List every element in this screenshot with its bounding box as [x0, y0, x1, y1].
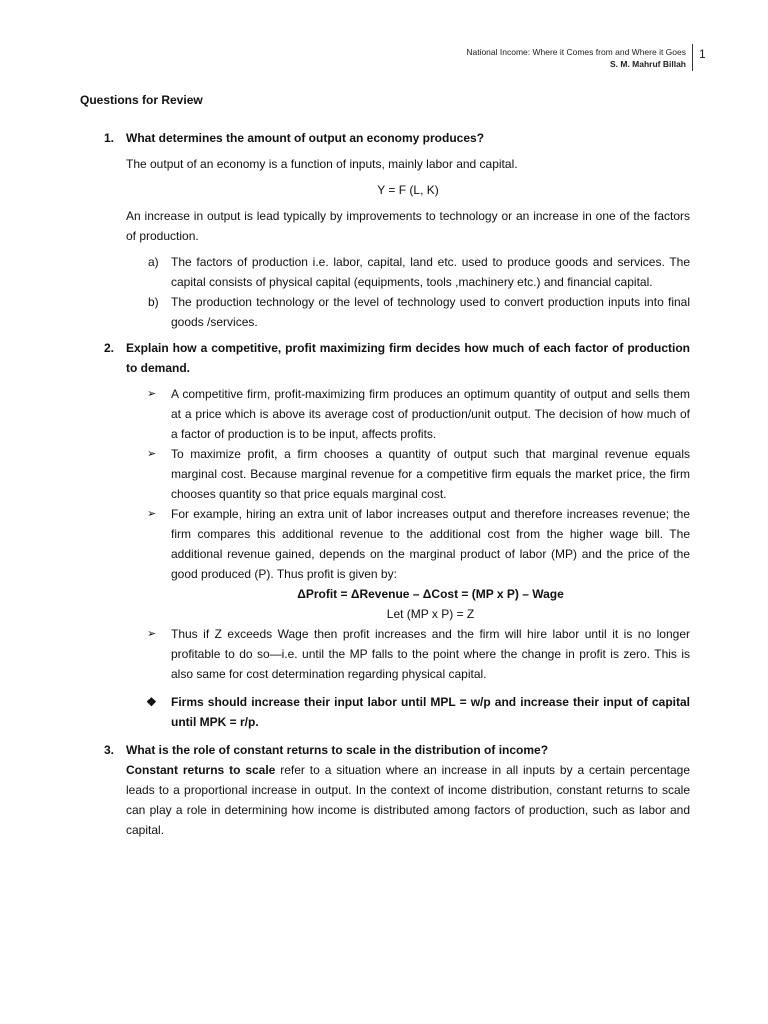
arrow-bullet-icon: ➢: [147, 448, 157, 460]
header-author: S. M. Mahruf Billah: [609, 59, 686, 69]
list-marker: b): [148, 295, 159, 309]
conclusion-item: [126, 692, 690, 732]
list-item-text: The production technology or the level of technology used to convert production inputs into final goods /services.: [171, 295, 690, 329]
running-header: [286, 46, 686, 70]
list-item: [126, 384, 690, 444]
arrow-bullet-list: [126, 624, 690, 684]
list-item: [126, 624, 690, 684]
production-function-formula: Y = F (L, K): [377, 183, 439, 197]
question-number: 3.: [104, 743, 115, 757]
header-divider: [692, 44, 693, 71]
list-item-text: To maximize profit, a firm chooses a quantity of output such that marginal revenue equals marginal cost. Because marginal revenue for a competitive firm equals the market price, the firm chooses quantity so that price equals marginal cost.: [171, 447, 690, 501]
section-title: Questions for Review: [80, 93, 203, 107]
list-item-text: For example, hiring an extra unit of labor increases output and therefore increases revenue; the firm compares this additional revenue to the additional cost from the higher wage bill. The additional revenue gained, depends on the marginal product of labor (MP) and the price of the good produced (P). Thus profit is given by:: [171, 507, 690, 581]
question-title: What is the role of constant returns to scale in the distribution of income?: [126, 743, 549, 757]
question-title: What determines the amount of output an economy produces?: [126, 131, 485, 145]
question-number: 1.: [104, 131, 115, 145]
list-item: [126, 292, 690, 332]
list-item-text: The factors of production i.e. labor, capital, land etc. used to produce goods and services. The capital consists of physical capital (equipments, tools ,machinery etc.) and financial capital.: [171, 255, 690, 289]
paragraph: An increase in output is lead typically by improvements to technology or an increase in one of the factors of production.: [126, 209, 690, 243]
key-term: Constant returns to scale: [126, 763, 276, 777]
arrow-bullet-list: [126, 384, 690, 584]
arrow-bullet-icon: ➢: [147, 508, 157, 520]
question-2: [80, 338, 690, 732]
paragraph-body: refer to a situation where an increase in all inputs by a certain percentage leads to a proportional increase in output. In the context of income distribution, constant returns to scale can play a role in determining how income is distributed among factors of production, such as labor and capital.: [126, 763, 690, 837]
paragraph: [126, 760, 690, 840]
header-title: National Income: Where it Comes from and Where it Goes: [466, 47, 686, 57]
list-item: [126, 252, 690, 292]
lettered-list: [126, 252, 690, 332]
list-item-text: A competitive firm, profit-maximizing firm produces an optimum quantity of output and sells them at a price which is above its average cost of production/unit output. The decision of how much of a factor of production is to be input, affects profits.: [171, 387, 690, 441]
substitution-formula: Let (MP x P) = Z: [386, 607, 475, 621]
list-marker: a): [148, 255, 159, 269]
profit-formula: ΔProfit = ΔRevenue – ΔCost = (MP x P) – Wage: [297, 587, 564, 601]
document-body: [80, 90, 690, 846]
question-3: [80, 740, 690, 840]
list-item: [126, 504, 690, 584]
page-number: 1: [699, 47, 706, 61]
diamond-bullet-icon: ❖: [146, 695, 157, 709]
list-item: [126, 444, 690, 504]
paragraph: The output of an economy is a function of inputs, mainly labor and capital.: [126, 157, 518, 171]
question-title: Explain how a competitive, profit maximizing firm decides how much of each factor of production to demand.: [126, 341, 690, 375]
list-item-text: Thus if Z exceeds Wage then profit increases and the firm will hire labor until it is no longer profitable to do so—i.e. until the MP falls to the point where the change in profit is zero. This is also same for cost determination regarding physical capital.: [171, 627, 690, 681]
arrow-bullet-icon: ➢: [147, 628, 157, 640]
question-1: [80, 128, 690, 332]
arrow-bullet-icon: ➢: [147, 388, 157, 400]
question-number: 2.: [104, 341, 115, 355]
conclusion-text: Firms should increase their input labor until MPL = w/p and increase their input of capital until MPK = r/p.: [171, 695, 690, 729]
